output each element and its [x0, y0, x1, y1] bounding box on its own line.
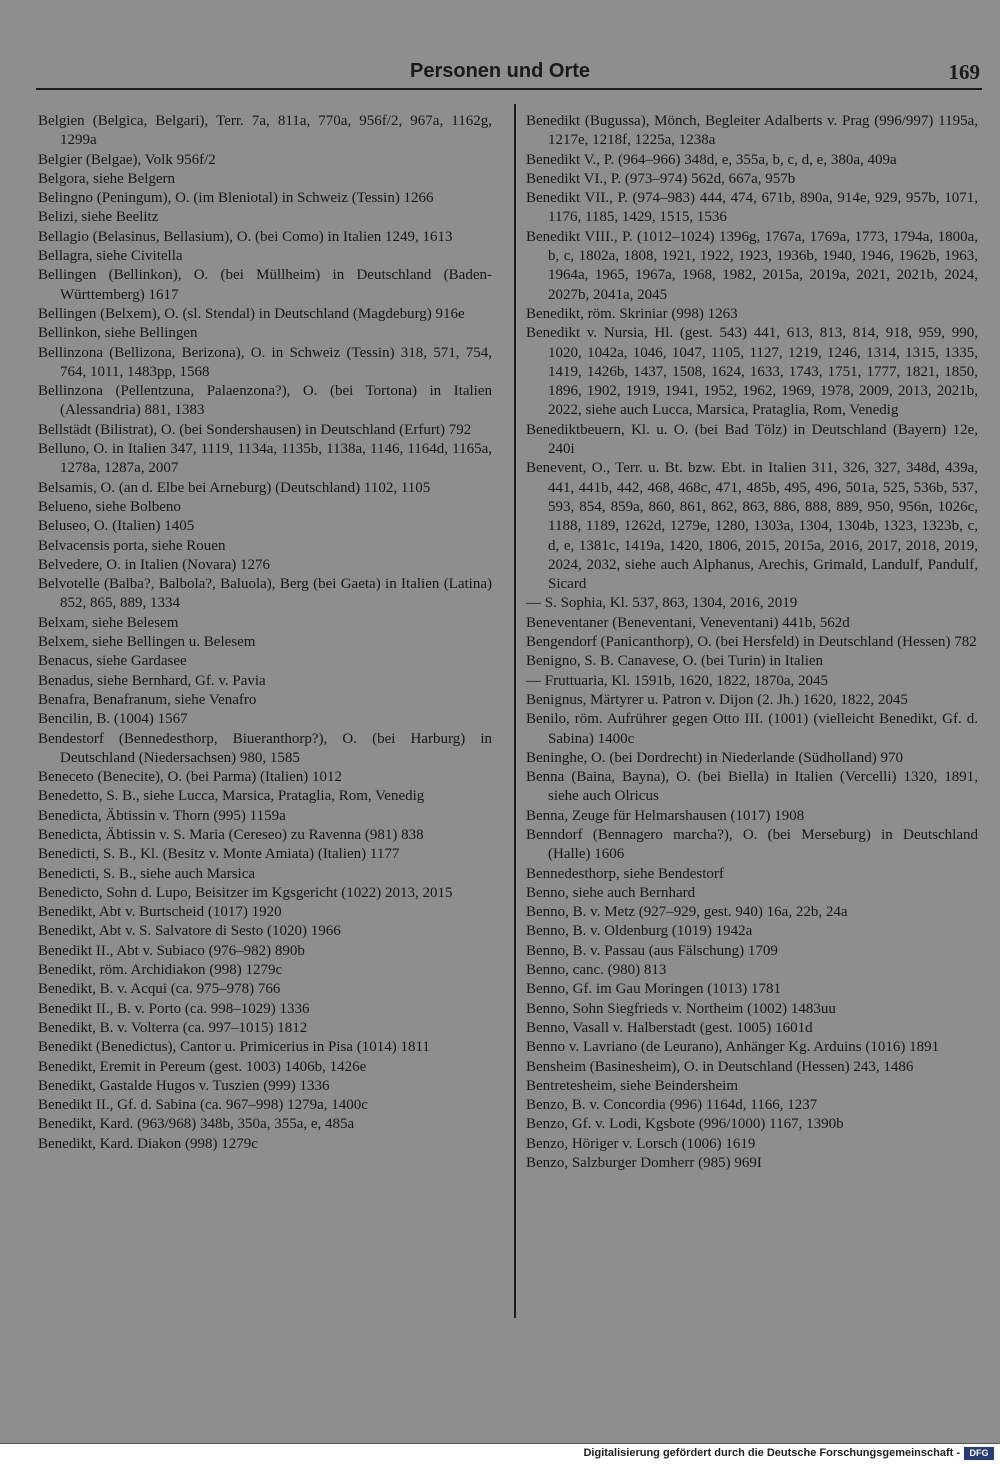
index-column-left: [38, 112, 492, 1154]
index-entry: Beneceto (Benecite), O. (bei Parma) (Italien) 1012: [38, 769, 343, 786]
index-entry: Benno, B. v. Passau (aus Fälschung) 1709: [526, 942, 778, 959]
index-entry: Belingno (Peningum), O. (im Bleniotal) in Schweiz (Tessin) 1266: [38, 190, 434, 207]
index-entry: Beneventaner (Beneventani, Veneventani) 441b, 562d: [526, 614, 850, 631]
index-entry: Benzo, B. v. Concordia (996) 1164d, 1166, 1237: [526, 1097, 818, 1114]
index-entry: Benedikt, B. v. Acqui (ca. 975–978) 766: [38, 981, 281, 998]
index-entry: Benedikt VIII., P. (1012–1024) 1396g, 1767a, 1769a, 1773, 1794a, 1800a, b, c, 1802a, 1808, 1921, 1922, 1923, 1936b, 1940, 1946, 1962b, 1963, 1964a, 1965, 1967a, 1968, 1982, 2015a, 2019a, 2021, 2021b, 2024, 2027b, 2041a, 2045: [526, 228, 978, 303]
index-entry: Benedikt, Kard. (963/968) 348b, 350a, 355a, e, 485a: [38, 1116, 355, 1133]
index-entry: Benedikt v. Nursia, Hl. (gest. 543) 441, 613, 813, 814, 918, 959, 990, 1020, 1042a, 1046, 1047, 1105, 1127, 1219, 1246, 1314, 1315, 1335, 1419, 1426b, 1437, 1508, 1624, 1633, 1743, 1751, 1777, 1821, 1850, 1896, 1902, 1919, 1941, 1952, 1962, 1969, 1978, 2009, 2013, 2021b, 2022, siehe auch Lucca, Marsica, Prataglia, Rom, Venedig: [526, 325, 978, 419]
index-entry: Benedikt V., P. (964–966) 348d, e, 355a, b, c, d, e, 380a, 409a: [526, 151, 897, 168]
index-entry: Benedikt VI., P. (973–974) 562d, 667a, 957b: [526, 170, 796, 187]
index-entry: Benedicti, S. B., Kl. (Besitz v. Monte Amiata) (Italien) 1177: [38, 846, 400, 863]
index-entry: Bellinzona (Pellentzuna, Palaenzona?), O. (bei Tortona) in Italien (Alessandria) 881, 1383: [38, 383, 492, 419]
index-entry: Benedikt, Gastalde Hugos v. Tuszien (999) 1336: [38, 1077, 330, 1094]
index-entry: Benacus, siehe Gardasee: [38, 653, 187, 670]
index-entry: Benedicti, S. B., siehe auch Marsica: [38, 865, 256, 882]
index-entry: — Fruttuaria, Kl. 1591b, 1620, 1822, 1870a, 2045: [526, 672, 829, 689]
index-entry: Bendestorf (Bennedesthorp, Biueranthorp?), O. (bei Harburg) in Deutschland (Niedersachsen) 980, 1585: [38, 730, 492, 766]
index-entry: Belvotelle (Balba?, Balbola?, Baluola), Berg (bei Gaeta) in Italien (Latina) 852, 865, 889, 1334: [38, 576, 492, 612]
dfg-logo: DFG: [964, 1447, 994, 1460]
index-entry: Benignus, Märtyrer u. Patron v. Dijon (2. Jh.) 1620, 1822, 2045: [526, 691, 908, 708]
index-entry: Belxem, siehe Bellingen u. Belesem: [38, 634, 256, 651]
index-entry: Bennedesthorp, siehe Bendestorf: [526, 865, 724, 882]
index-entry: Bellinzona (Bellizona, Berizona), O. in Schweiz (Tessin) 318, 571, 754, 764, 1011, 1483pp, 1568: [38, 344, 492, 380]
index-column-right: [526, 112, 978, 1173]
index-entry: Benzo, Höriger v. Lorsch (1006) 1619: [526, 1135, 756, 1152]
index-entry: Benedikt II., B. v. Porto (ca. 998–1029) 1336: [38, 1000, 310, 1017]
index-entry: Benna, Zeuge für Helmarshausen (1017) 1908: [526, 807, 805, 824]
index-entry: Benedikt, röm. Skriniar (998) 1263: [526, 305, 738, 322]
index-entry: Bellagra, siehe Civitella: [38, 248, 183, 265]
index-entry: Benedicta, Äbtissin v. S. Maria (Cereseo) zu Ravenna (981) 838: [38, 826, 424, 843]
index-entry: Benafra, Benafranum, siehe Venafro: [38, 691, 257, 708]
index-entry: Benno, Sohn Siegfrieds v. Northeim (1002) 1483uu: [526, 1000, 836, 1017]
footer-credit: Digitalisierung gefördert durch die Deutsche Forschungsgemeinschaft -: [583, 1447, 960, 1459]
index-entry: Belgier (Belgae), Volk 956f/2: [38, 151, 216, 168]
index-entry: Benno, Gf. im Gau Moringen (1013) 1781: [526, 981, 781, 998]
index-entry: Belgora, siehe Belgern: [38, 170, 176, 187]
page-number: 169: [948, 60, 980, 84]
index-entry: Benedikt (Bugussa), Mönch, Begleiter Adalberts v. Prag (996/997) 1195a, 1217e, 1218f, 1225a, 1238a: [526, 113, 978, 149]
index-entry: Belvacensis porta, siehe Rouen: [38, 537, 226, 554]
index-entry: Benedikt, Abt v. S. Salvatore di Sesto (1020) 1966: [38, 923, 341, 940]
index-entry: Bengendorf (Panicanthorp), O. (bei Hersfeld) in Deutschland (Hessen) 782: [526, 634, 977, 651]
index-entry: Bellingen (Belxem), O. (sl. Stendal) in Deutschland (Magdeburg) 916e: [38, 305, 465, 322]
index-entry: Beluseo, O. (Italien) 1405: [38, 518, 195, 535]
index-entry: Belizi, siehe Beelitz: [38, 209, 159, 226]
index-entry: Benzo, Gf. v. Lodi, Kgsbote (996/1000) 1167, 1390b: [526, 1116, 844, 1133]
page-header-title: Personen und Orte: [409, 60, 591, 82]
index-entry: Belxam, siehe Belesem: [38, 614, 179, 631]
index-entry: Benno, canc. (980) 813: [526, 962, 667, 979]
index-entry: Benna (Baina, Bayna), O. (bei Biella) in Italien (Vercelli) 1320, 1891, siehe auch Olricus: [526, 769, 978, 805]
index-entry: Benigno, S. B. Canavese, O. (bei Turin) in Italien: [526, 653, 824, 670]
index-entry: Benedicto, Sohn d. Lupo, Beisitzer im Kgsgericht (1022) 2013, 2015: [38, 884, 453, 901]
index-entry: Bensheim (Basinesheim), O. in Deutschland (Hessen) 243, 1486: [526, 1058, 914, 1075]
index-entry: Benilo, röm. Aufrührer gegen Otto III. (1001) (vielleicht Benedikt, Gf. d. Sabina) 1400c: [526, 711, 978, 747]
index-entry: Belvedere, O. in Italien (Novara) 1276: [38, 556, 270, 573]
index-entry: Benedikt II., Abt v. Subiaco (976–982) 890b: [38, 942, 305, 959]
index-entry: Benedikt, B. v. Volterra (ca. 997–1015) 1812: [38, 1019, 308, 1036]
index-entry: Benndorf (Bennagero marcha?), O. (bei Merseburg) in Deutschland (Halle) 1606: [526, 826, 978, 863]
column-divider: [514, 104, 516, 1318]
index-entry: Benedikt, röm. Archidiakon (998) 1279c: [38, 962, 283, 979]
index-entry: Benedetto, S. B., siehe Lucca, Marsica, Prataglia, Rom, Venedig: [38, 788, 425, 805]
index-entry: Benno, siehe auch Bernhard: [526, 884, 696, 901]
index-entry: Belgien (Belgica, Belgari), Terr. 7a, 811a, 770a, 956f/2, 967a, 1162g, 1299a: [38, 113, 492, 149]
index-entry: Bellinkon, siehe Bellingen: [38, 325, 198, 342]
index-entry: Benedikt VII., P. (974–983) 444, 474, 671b, 890a, 914e, 929, 957b, 1071, 1176, 1185, 1429, 1515, 1536: [526, 190, 978, 226]
index-entry: Benno, B. v. Oldenburg (1019) 1942a: [526, 923, 753, 940]
index-entry: — S. Sophia, Kl. 537, 863, 1304, 2016, 2019: [526, 595, 798, 612]
index-entry: Bencilin, B. (1004) 1567: [38, 711, 188, 728]
index-entry: Benedikt (Benedictus), Cantor u. Primicerius in Pisa (1014) 1811: [38, 1039, 430, 1056]
index-entry: Benadus, siehe Bernhard, Gf. v. Pavia: [38, 672, 266, 689]
index-entry: Benedikt, Eremit in Pereum (gest. 1003) 1406b, 1426e: [38, 1058, 367, 1075]
index-entry: Benno v. Lavriano (de Leurano), Anhänger Kg. Arduins (1016) 1891: [526, 1039, 940, 1056]
index-entry: Benzo, Salzburger Domherr (985) 969I: [526, 1155, 762, 1172]
index-entry: Bellstädt (Bilistrat), O. (bei Sondershausen) in Deutschland (Erfurt) 792: [38, 421, 472, 438]
index-entry: Belsamis, O. (an d. Elbe bei Arneburg) (Deutschland) 1102, 1105: [38, 479, 431, 496]
index-entry: Benedikt, Kard. Diakon (998) 1279c: [38, 1135, 258, 1152]
index-entry: Benediktbeuern, Kl. u. O. (bei Bad Tölz) in Deutschland (Bayern) 12e, 240i: [526, 421, 978, 458]
footer-bar: [0, 1443, 1000, 1464]
index-entry: Belueno, siehe Bolbeno: [38, 498, 181, 515]
index-entry: Benno, Vasall v. Halberstadt (gest. 1005) 1601d: [526, 1019, 813, 1036]
index-entry: Benedikt II., Gf. d. Sabina (ca. 967–998) 1279a, 1400c: [38, 1097, 368, 1114]
index-entry: Benedicta, Äbtissin v. Thorn (995) 1159a: [38, 807, 286, 824]
index-entry: Bentretesheim, siehe Beindersheim: [526, 1077, 739, 1094]
index-entry: Bellingen (Bellinkon), O. (bei Müllheim) in Deutschland (Baden-Württemberg) 1617: [38, 267, 492, 303]
index-entry: Benno, B. v. Metz (927–929, gest. 940) 16a, 22b, 24a: [526, 904, 848, 921]
index-entry: Bellagio (Belasinus, Bellasium), O. (bei Como) in Italien 1249, 1613: [38, 228, 453, 245]
index-entry: Beninghe, O. (bei Dordrecht) in Niederlande (Südholland) 970: [526, 749, 903, 766]
index-entry: Benedikt, Abt v. Burtscheid (1017) 1920: [38, 904, 282, 921]
index-entry: Belluno, O. in Italien 347, 1119, 1134a, 1135b, 1138a, 1146, 1164d, 1165a, 1278a, 1287a, 2007: [38, 441, 492, 477]
header-rule: [36, 88, 982, 90]
index-entry: Benevent, O., Terr. u. Bt. bzw. Ebt. in Italien 311, 326, 327, 348d, 439a, 441, 441b, 442, 468, 468c, 471, 485b, 495, 496, 501a, 525, 536b, 537, 593, 854, 859a, 860, 861, 862, 863, 886, 888, 889, 950, 956n, 1026c, 1188, 1189, 1262d, 1279e, 1280, 1303a, 1304, 1304b, 1323, 1323b, c, d, e, 1381c, 1419a, 1420, 1806, 2015, 2015a, 2016, 2017, 2018, 2019, 2024, 2032, siehe auch Alphanus, Arechis, Grimald, Landulf, Pandulf, Sicard: [526, 460, 978, 593]
